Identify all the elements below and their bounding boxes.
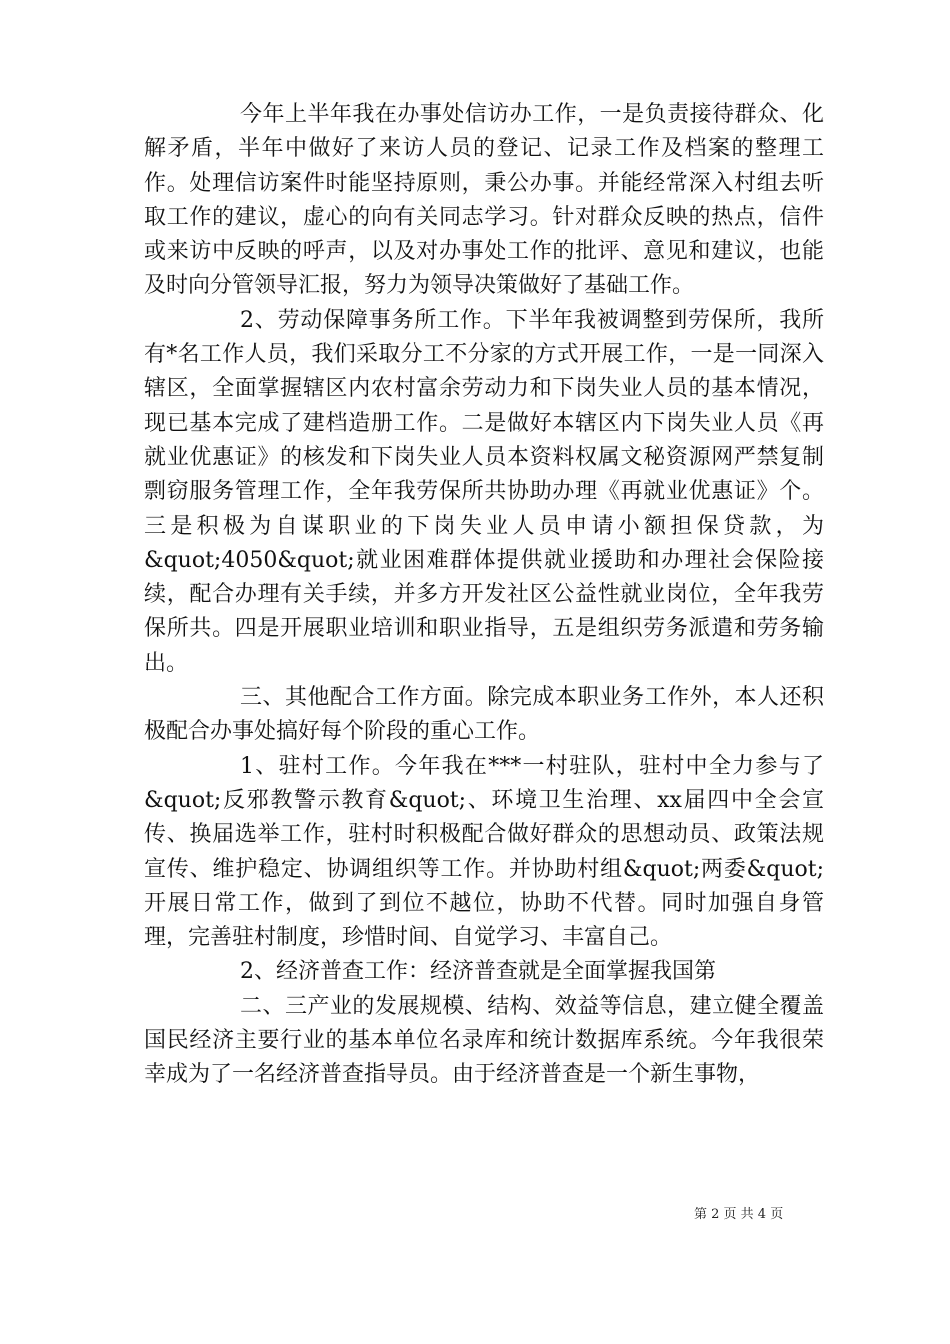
paragraph-labor-security: 2、劳动保障事务所工作。下半年我被调整到劳保所，我所有*名工作人员，我们采取分工不分家的方式开展工作，一是一同深入辖区，全面掌握辖区内农村富余劳动力和下岗失业人员的基本情况，现已基本完成了建档造册工作。二是做好本辖区内下岗失业人员《再就业优惠证》的核发和下岗失业人员本资料权属文秘资源网严禁复制剽窃服务管理工作，全年我劳保所共协助办理《再就业优惠证》个。三是积极为自谋职业的下岗失业人员申请小额担保贷款，为&quot;4050&quot;就业困难群体提供就业援助和办理社会保险接续，配合办理有关手续，并多方开发社区公益性就业岗位，全年我劳保所共。四是开展职业培训和职业指导，五是组织劳务派遣和劳务输出。 — [144, 307, 824, 676]
paragraph-petition-office: 今年上半年我在办事处信访办工作，一是负责接待群众、化解矛盾，半年中做好了来访人员的登记、记录工作及档案的整理工作。处理信访案件时能坚持原则，秉公办事。并能经常深入村组去听取工作的建议，虚心的向有关同志学习。针对群众反映的热点，信件或来访中反映的呼声，以及对办事处工作的批评、意见和建议，也能及时向分管领导汇报，努力为领导决策做好了基础工作。 — [144, 102, 824, 299]
paragraph-industry-info: 二、三产业的发展规模、结构、效益等信息，建立健全覆盖国民经济主要行业的基本单位名录库和统计数据库系统。今年我很荣幸成为了一名经济普查指导员。由于经济普查是一个新生事物， — [144, 993, 824, 1088]
page-number: 第 2 页 共 4 页 — [694, 1207, 784, 1222]
document-body — [144, 98, 824, 1093]
paragraph-other-work: 三、其他配合工作方面。除完成本职业务工作外，本人还积极配合办事处搞好每个阶段的重心工作。 — [144, 685, 824, 745]
paragraph-economic-census: 2、经济普查工作：经济普查就是全面掌握我国第 — [240, 959, 716, 985]
paragraph-village-work: 1、驻村工作。今年我在***一村驻队，驻村中全力参与了&quot;反邪教警示教育&quot;、环境卫生治理、xx届四中全会宣传、换届选举工作，驻村时积极配合做好群众的思想动员、政策法规宣传、维护稳定、协调组织等工作。并协助村组&quot;两委&quot;开展日常工作，做到了到位不越位，协助不代替。同时加强自身管理，完善驻村制度，珍惜时间、自觉学习、丰富自己。 — [144, 753, 824, 951]
